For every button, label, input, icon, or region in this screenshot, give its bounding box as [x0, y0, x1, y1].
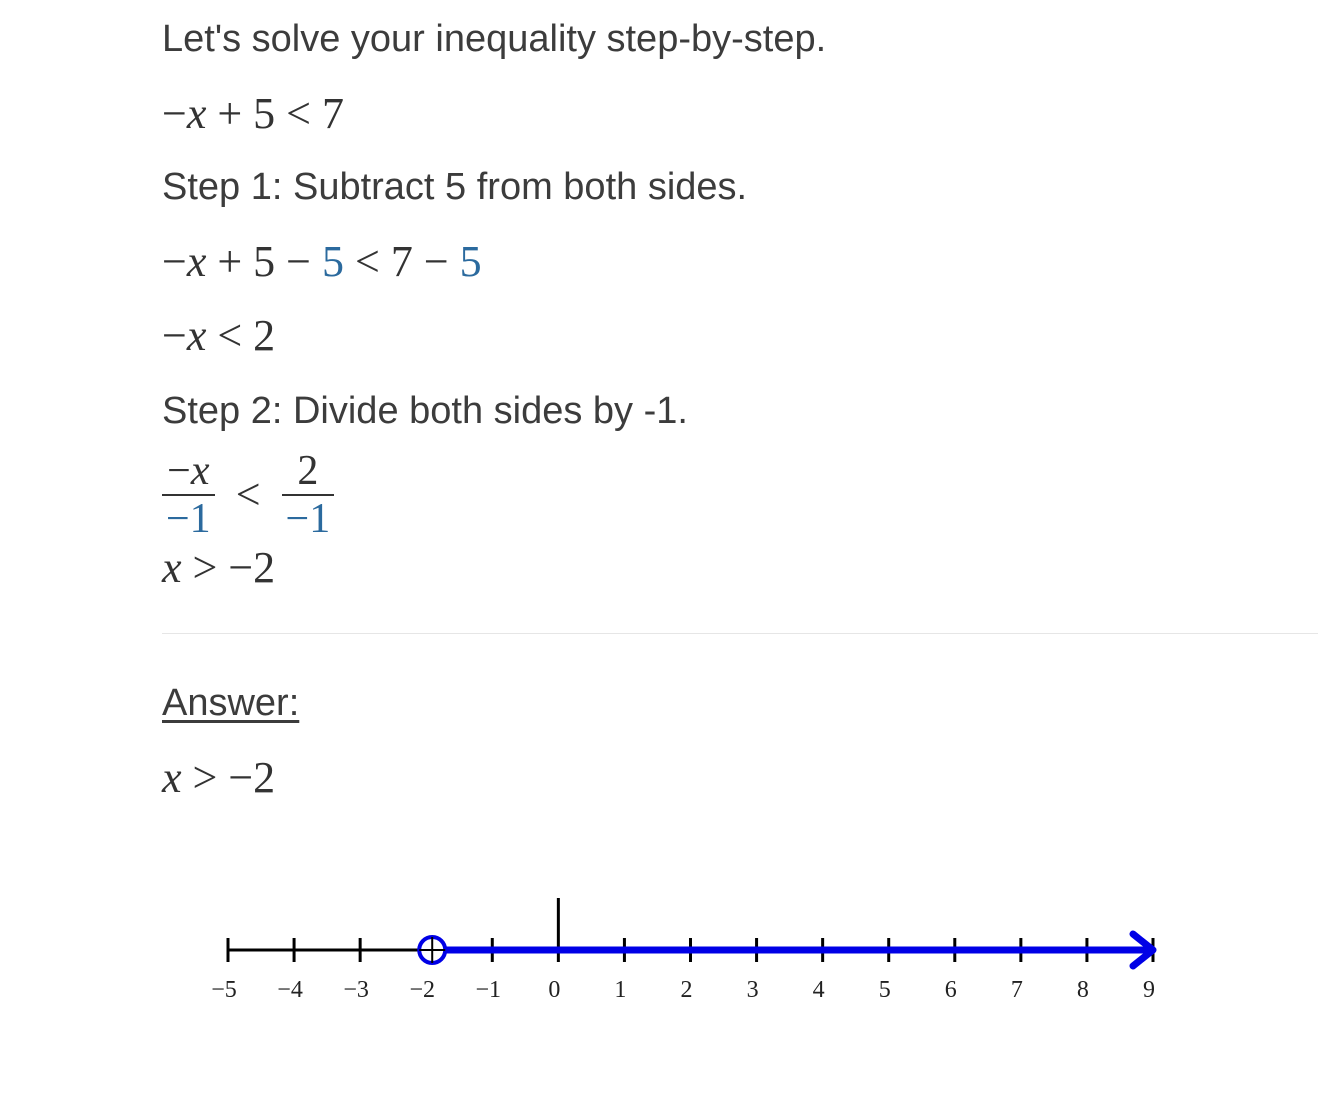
number-line-tick-label: 9 — [1143, 977, 1155, 1003]
number-line-tick-label: 0 — [548, 977, 561, 1003]
number-line-tick-label: 4 — [812, 977, 825, 1003]
step1-label: Step 1: Subtract 5 from both sides. — [162, 166, 748, 208]
problem-inequality: −x + 5 < 7 — [162, 89, 344, 138]
section-divider — [162, 633, 1318, 634]
number-line-tick-label: 6 — [944, 977, 957, 1003]
step1-result: −x < 2 — [162, 311, 276, 360]
number-line-tick-label: −1 — [475, 977, 502, 1003]
step2-label: Step 2: Divide both sides by -1. — [162, 390, 688, 432]
step1-equation: −x + 5 − 5 < 7 − 5 — [162, 237, 482, 286]
step2-result: x > −2 — [162, 543, 276, 592]
step2-fraction-equation: $\frac{-x}{-1}$ < $\frac{2}{-1}$ — [162, 450, 334, 540]
right-fraction: $\frac{2}{-1}$ — [282, 450, 335, 540]
answer-result: x > −2 — [162, 753, 276, 802]
number-line-labels — [211, 977, 1155, 1003]
number-line-tick-label: −3 — [343, 977, 369, 1003]
left-fraction: $\frac{-x}{-1}$ — [162, 450, 215, 540]
number-line-tick-label: −5 — [211, 977, 237, 1003]
number-line-tick-label: 3 — [746, 977, 759, 1003]
number-line-tick-label: −2 — [409, 977, 435, 1003]
intro-text: Let's solve your inequality step-by-step. — [162, 18, 827, 60]
number-line-tick-label: 5 — [878, 977, 891, 1003]
number-line-tick-label: −4 — [277, 977, 303, 1003]
number-line-tick-label: 1 — [614, 977, 627, 1003]
number-line-tick-label: 7 — [1010, 977, 1023, 1003]
number-line-tick-label: 2 — [680, 977, 693, 1003]
number-line — [0, 860, 1338, 1010]
answer-label: Answer: — [162, 682, 300, 724]
number-line-tick-label: 8 — [1076, 977, 1089, 1003]
